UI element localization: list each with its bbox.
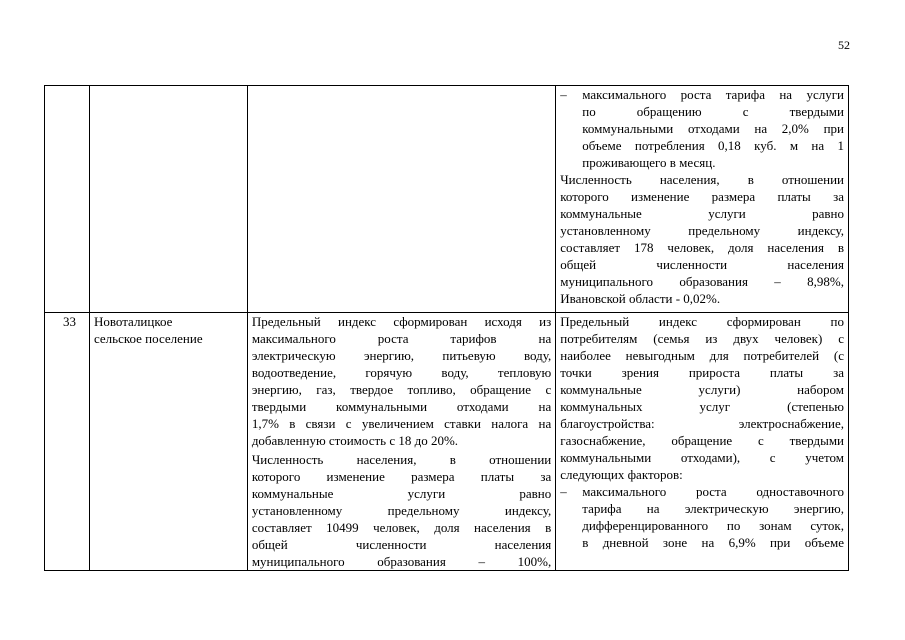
basis-cell — [247, 86, 555, 313]
text-line: тарифа на электрическую энергию, — [582, 501, 844, 516]
text-line: Численность населения, в отношении — [251, 452, 552, 467]
dash-item-text — [582, 86, 844, 171]
text-line: составляет 10499 человек, доля населения в — [251, 520, 552, 535]
dash-marker: – — [560, 87, 567, 102]
text-line: общей численности населения — [251, 537, 552, 552]
text-line: Численность населения, в отношении — [560, 172, 844, 187]
text-line: проживающего в месяц. — [582, 155, 716, 170]
text-line: коммунальные услуги) набором — [560, 382, 844, 397]
text-line: которого изменение размера платы за — [251, 469, 552, 484]
text-line: установленному предельному индексу, — [560, 223, 844, 238]
dash-marker: – — [560, 484, 567, 499]
row-number: 33 — [63, 314, 76, 329]
text-line: благоустройства: электроснабжение, — [560, 416, 844, 431]
index-basis-paragraph — [252, 313, 551, 449]
table-row — [45, 313, 849, 571]
municipality-cell — [89, 313, 247, 571]
municipality-name-line: Новоталицкое — [93, 314, 173, 329]
text-line: по обращению с твердыми — [582, 104, 844, 119]
text-line: максимального роста одноставочного — [582, 484, 844, 499]
text-line: составляет 178 человек, доля населения в — [560, 240, 844, 255]
text-line: коммунальными отходами), с учетом — [560, 450, 844, 465]
text-line: коммунальных услуг (степенью — [560, 399, 844, 414]
text-line: Предельный индекс сформирован по — [560, 314, 844, 329]
page-number: 52 — [838, 38, 850, 52]
text-line: электрическую энергию, питьевую воду, — [251, 348, 552, 363]
population-paragraph — [252, 451, 551, 570]
text-line: наиболее невыгодным для потребителей (с — [560, 348, 844, 363]
text-line: дифференцированного по зонам суток, — [582, 518, 844, 533]
text-line: максимального роста тарифа на услуги — [582, 87, 844, 102]
text-line: водоотведение, горячую воду, тепловую — [251, 365, 552, 380]
text-line: муниципального образования – 8,98%, — [560, 274, 844, 289]
text-line: добавленную стоимость с 18 до 20%. — [251, 433, 459, 448]
text-line: объеме потребления 0,18 куб. м на 1 — [582, 138, 844, 153]
text-line: Ивановской области - 0,02%. — [560, 291, 721, 306]
text-line: газоснабжение, обращение с твердыми — [560, 433, 844, 448]
table-row — [45, 86, 849, 313]
text-line: следующих факторов: — [560, 467, 683, 482]
document-table — [44, 85, 849, 571]
text-line: Предельный индекс сформирован исходя из — [251, 314, 552, 329]
text-line: муниципального образования – 100%, — [251, 554, 552, 569]
text-line: коммунальные услуги равно — [560, 206, 844, 221]
text-line: энергию, газ, твердое топливо, обращение с — [251, 382, 552, 397]
text-line: максимального роста тарифов на — [251, 331, 552, 346]
basis-cell — [247, 313, 555, 571]
index-basis-paragraph — [560, 313, 844, 483]
dash-list-item — [560, 483, 844, 551]
population-paragraph — [560, 171, 844, 307]
text-line: 1,7% в связи с увеличением ставки налога на — [251, 416, 552, 431]
text-line: общей численности населения — [560, 257, 844, 272]
dash-item-text — [582, 483, 844, 551]
municipality-cell — [89, 86, 247, 313]
text-line: коммунальными отходами на 2,0% при — [582, 121, 844, 136]
row-number-cell — [45, 86, 90, 313]
text-line: установленному предельному индексу, — [251, 503, 552, 518]
details-cell — [556, 313, 849, 571]
dash-list-item — [560, 86, 844, 171]
details-cell — [556, 86, 849, 313]
municipality-name-line: сельское поселение — [93, 331, 203, 346]
row-number-cell — [45, 313, 90, 571]
text-line: твердыми коммунальными отходами на — [251, 399, 552, 414]
text-line: коммунальные услуги равно — [251, 486, 552, 501]
text-line: в дневной зоне на 6,9% при объеме — [582, 535, 844, 550]
text-line: которого изменение размера платы за — [560, 189, 844, 204]
text-line: точки зрения прироста платы за — [560, 365, 844, 380]
text-line: потребителям (семья из двух человек) с — [560, 331, 844, 346]
